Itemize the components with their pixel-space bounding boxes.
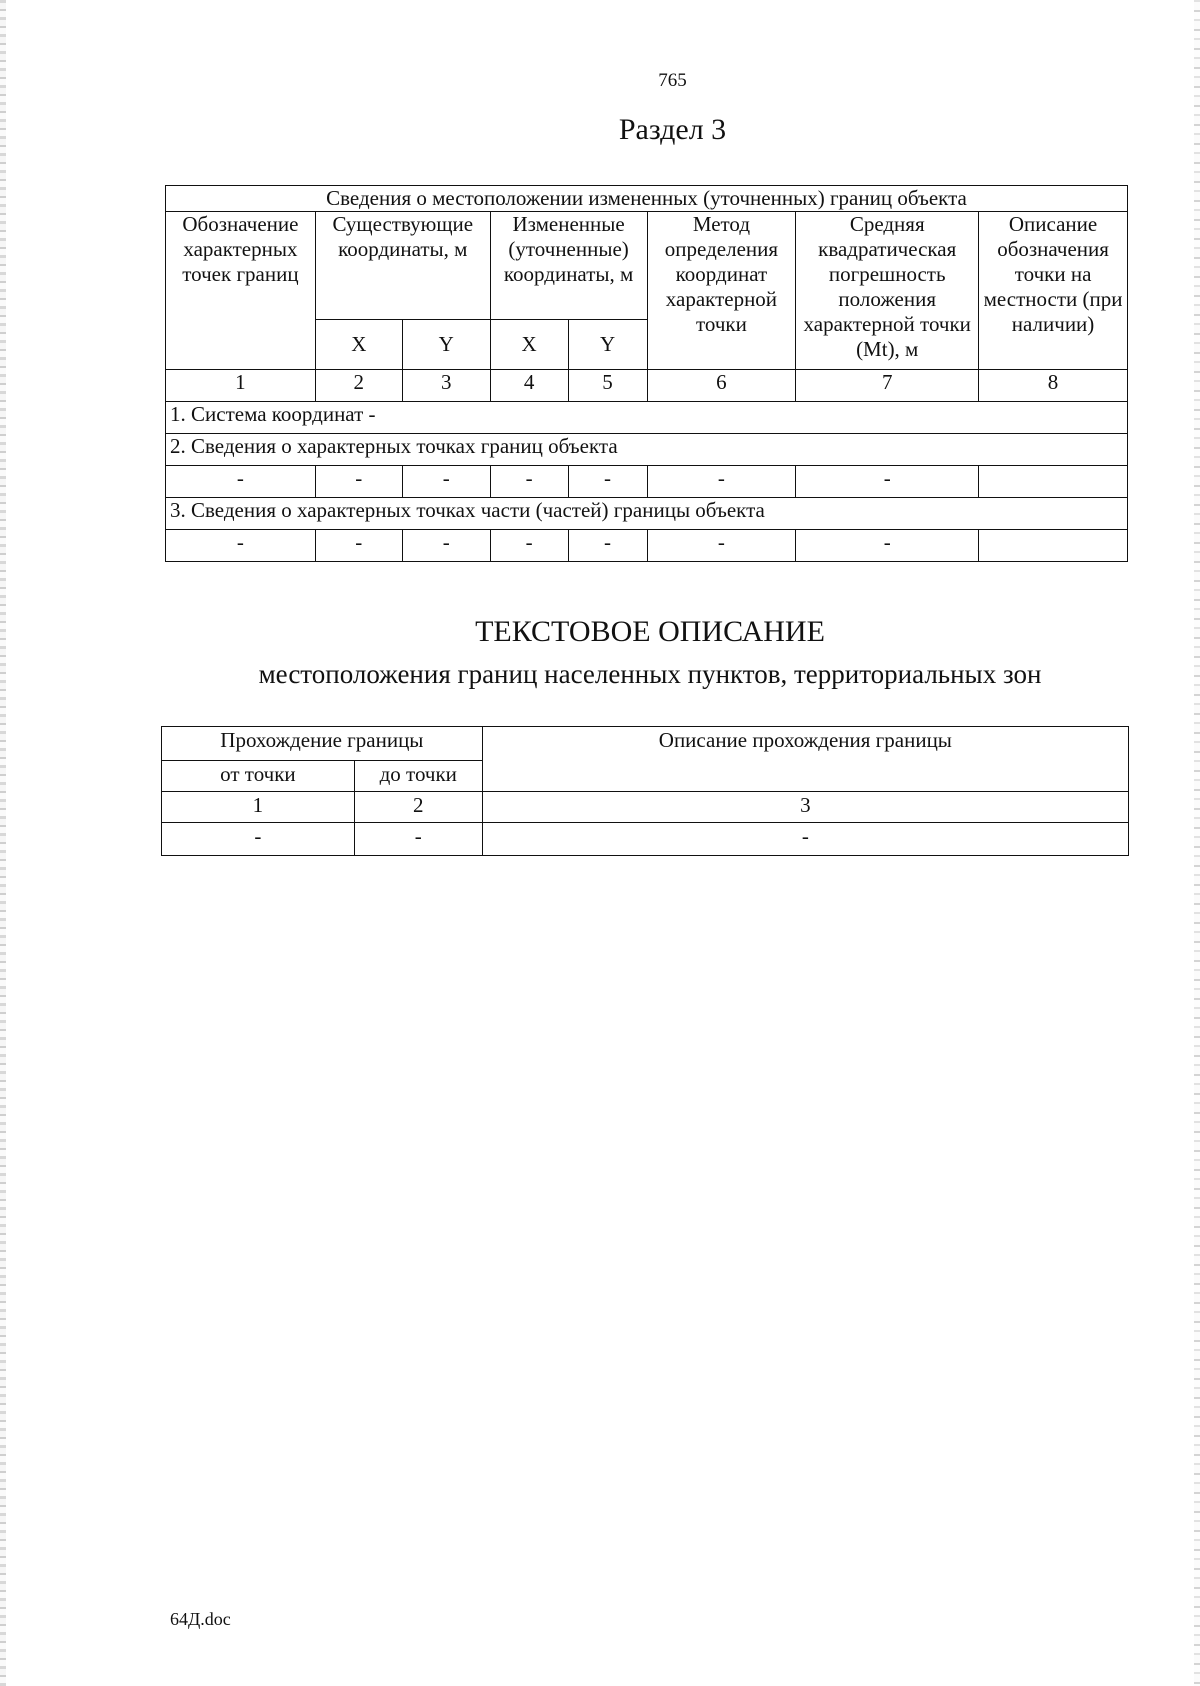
table-caption-row — [166, 186, 1128, 212]
header-from-point: от точки — [162, 761, 355, 792]
col-number: 1 — [166, 370, 316, 402]
table-cell: - — [354, 823, 482, 856]
table-cell: - — [315, 466, 402, 498]
header-passage-description: Описание прохождения границы — [482, 727, 1128, 792]
header-boundary-passage: Прохождение границы — [162, 727, 483, 761]
header-mean-square-error: Средняя квадратическая погрешность положения характерной точки (Mt), м — [796, 212, 979, 370]
table-cell: - — [166, 466, 316, 498]
page-number: 765 — [658, 70, 687, 91]
text-description-heading: ТЕКСТОВОЕ ОПИСАНИЕ — [475, 615, 825, 648]
table-number-row — [162, 792, 1129, 823]
table-number-row — [166, 370, 1128, 402]
header-changed-coordinates: Измененные (уточненные) координаты, м — [490, 212, 647, 320]
header-existing-y: Y — [402, 320, 490, 370]
scan-edge-left — [0, 0, 6, 1686]
col-number: 2 — [315, 370, 402, 402]
col-number: 4 — [490, 370, 568, 402]
col-number: 8 — [979, 370, 1128, 402]
col-number: 3 — [402, 370, 490, 402]
col-number: 5 — [568, 370, 647, 402]
boundary-points-table — [165, 185, 1128, 562]
col-number: 6 — [647, 370, 796, 402]
table-caption: Сведения о местоположении измененных (уточненных) границ объекта — [166, 186, 1128, 212]
table-cell: - — [482, 823, 1128, 856]
header-method: Метод определения координат характерной точки — [647, 212, 796, 370]
coordinate-system-label: 1. Система координат - — [166, 402, 1128, 434]
part-points-section-label: 3. Сведения о характерных точках части (частей) границы объекта — [166, 498, 1128, 530]
footer-filename: 64Д.doc — [170, 1609, 231, 1629]
table-cell: - — [796, 530, 979, 562]
header-point-description: Описание обозначения точки на местности (при наличии) — [979, 212, 1128, 370]
section-title: Раздел 3 — [618, 113, 727, 146]
header-existing-x: X — [315, 320, 402, 370]
header-changed-y: Y — [568, 320, 647, 370]
scan-edge-right — [1194, 0, 1200, 1686]
table-cell — [979, 466, 1128, 498]
table-header-row — [162, 727, 1129, 761]
col-number: 2 — [354, 792, 482, 823]
table-cell — [979, 530, 1128, 562]
table-cell: - — [402, 530, 490, 562]
table-row — [166, 466, 1128, 498]
table-row — [166, 530, 1128, 562]
table-cell: - — [166, 530, 316, 562]
text-description-subheading: местоположения границ населенных пунктов, территориальных зон — [258, 659, 1042, 689]
col-number: 3 — [482, 792, 1128, 823]
section-row — [166, 434, 1128, 466]
boundary-points-section-label: 2. Сведения о характерных точках границ объекта — [166, 434, 1128, 466]
table-header-row — [166, 212, 1128, 320]
table-cell: - — [162, 823, 355, 856]
table-row — [162, 823, 1129, 856]
table-cell: - — [315, 530, 402, 562]
table-cell: - — [490, 530, 568, 562]
table-cell: - — [568, 530, 647, 562]
col-number: 7 — [796, 370, 979, 402]
header-to-point: до точки — [354, 761, 482, 792]
section-row — [166, 402, 1128, 434]
boundary-description-table — [161, 726, 1129, 856]
table-cell: - — [647, 530, 796, 562]
table-cell: - — [647, 466, 796, 498]
table-cell: - — [796, 466, 979, 498]
table-cell: - — [490, 466, 568, 498]
header-changed-x: X — [490, 320, 568, 370]
header-existing-coordinates: Существующие координаты, м — [315, 212, 490, 320]
header-point-designation: Обозначение характерных точек границ — [166, 212, 316, 370]
table-cell: - — [402, 466, 490, 498]
table-cell: - — [568, 466, 647, 498]
col-number: 1 — [162, 792, 355, 823]
section-row — [166, 498, 1128, 530]
